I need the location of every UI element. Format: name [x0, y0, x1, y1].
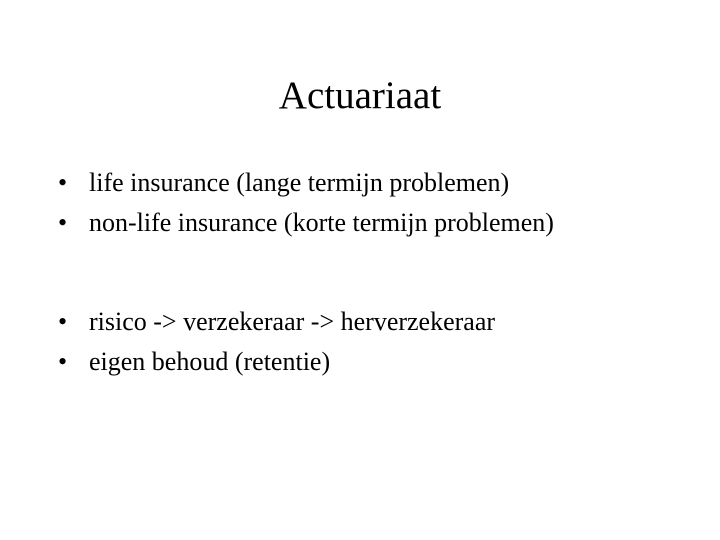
- slide-title-text: Actuariaat: [278, 74, 442, 117]
- bullet-text: non-life insurance (korte termijn problemen): [89, 208, 554, 237]
- bullet-list-group-1: [58, 163, 554, 243]
- bullet-list-group-2: [58, 302, 495, 382]
- bullet-item: [58, 163, 554, 203]
- bullet-point-icon: •: [58, 307, 68, 336]
- bullet-point-icon: •: [58, 208, 68, 237]
- bullet-item: [58, 302, 495, 342]
- bullet-point-icon: •: [58, 168, 68, 197]
- slide-title: [0, 70, 720, 122]
- bullet-item: [58, 203, 554, 243]
- bullet-item: [58, 342, 495, 382]
- bullet-text: eigen behoud (retentie): [89, 347, 331, 376]
- bullet-text: life insurance (lange termijn problemen): [89, 168, 510, 197]
- bullet-text: risico -> verzekeraar -> herverzekeraar: [89, 307, 496, 336]
- bullet-point-icon: •: [58, 347, 68, 376]
